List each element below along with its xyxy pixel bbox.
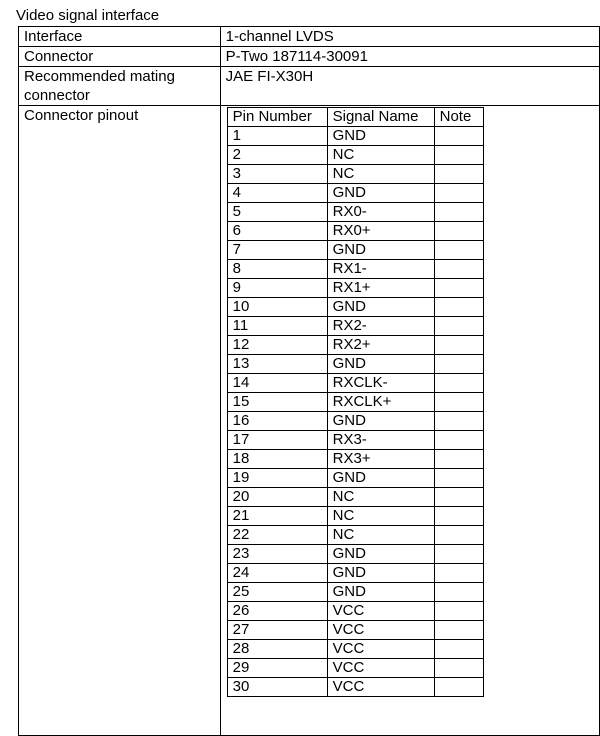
table-row bbox=[227, 526, 483, 545]
signal-name-cell: GND bbox=[327, 241, 434, 260]
spec-label: Interface bbox=[19, 27, 221, 47]
note-cell bbox=[434, 488, 483, 507]
signal-name-cell: VCC bbox=[327, 640, 434, 659]
note-cell bbox=[434, 298, 483, 317]
signal-name-cell: GND bbox=[327, 127, 434, 146]
table-row bbox=[227, 127, 483, 146]
note-cell bbox=[434, 355, 483, 374]
pin-number-cell: 21 bbox=[227, 507, 327, 526]
table-row bbox=[227, 678, 483, 697]
table-row bbox=[227, 412, 483, 431]
spec-value: 1-channel LVDS bbox=[220, 27, 599, 47]
spec-label: Connector pinout bbox=[19, 106, 221, 736]
pinout-header-row bbox=[227, 108, 483, 127]
pinout-cell bbox=[220, 106, 599, 736]
signal-name-cell: GND bbox=[327, 564, 434, 583]
note-cell bbox=[434, 222, 483, 241]
table-row bbox=[227, 507, 483, 526]
spec-table bbox=[18, 26, 600, 736]
header-pin-number: Pin Number bbox=[227, 108, 327, 127]
signal-name-cell: RX3- bbox=[327, 431, 434, 450]
table-row bbox=[227, 431, 483, 450]
table-row bbox=[227, 260, 483, 279]
pin-number-cell: 29 bbox=[227, 659, 327, 678]
pin-number-cell: 7 bbox=[227, 241, 327, 260]
pin-number-cell: 15 bbox=[227, 393, 327, 412]
table-row bbox=[227, 602, 483, 621]
signal-name-cell: RX2- bbox=[327, 317, 434, 336]
note-cell bbox=[434, 412, 483, 431]
note-cell bbox=[434, 526, 483, 545]
note-cell bbox=[434, 260, 483, 279]
pin-number-cell: 19 bbox=[227, 469, 327, 488]
note-cell bbox=[434, 564, 483, 583]
note-cell bbox=[434, 317, 483, 336]
note-cell bbox=[434, 184, 483, 203]
note-cell bbox=[434, 336, 483, 355]
signal-name-cell: RXCLK+ bbox=[327, 393, 434, 412]
table-row bbox=[227, 374, 483, 393]
pin-number-cell: 22 bbox=[227, 526, 327, 545]
note-cell bbox=[434, 165, 483, 184]
spec-row-interface bbox=[19, 27, 600, 47]
pin-number-cell: 9 bbox=[227, 279, 327, 298]
header-note: Note bbox=[434, 108, 483, 127]
pin-number-cell: 1 bbox=[227, 127, 327, 146]
table-row bbox=[227, 469, 483, 488]
table-row bbox=[227, 488, 483, 507]
pin-number-cell: 2 bbox=[227, 146, 327, 165]
note-cell bbox=[434, 279, 483, 298]
pin-number-cell: 16 bbox=[227, 412, 327, 431]
signal-name-cell: GND bbox=[327, 545, 434, 564]
signal-name-cell: RXCLK- bbox=[327, 374, 434, 393]
signal-name-cell: RX0- bbox=[327, 203, 434, 222]
pin-number-cell: 26 bbox=[227, 602, 327, 621]
pin-number-cell: 20 bbox=[227, 488, 327, 507]
table-row bbox=[227, 184, 483, 203]
note-cell bbox=[434, 203, 483, 222]
pinout-table bbox=[227, 107, 484, 697]
table-row bbox=[227, 222, 483, 241]
spec-row-mating bbox=[19, 67, 600, 106]
signal-name-cell: NC bbox=[327, 526, 434, 545]
pin-number-cell: 8 bbox=[227, 260, 327, 279]
table-row bbox=[227, 203, 483, 222]
pin-number-cell: 5 bbox=[227, 203, 327, 222]
note-cell bbox=[434, 431, 483, 450]
signal-name-cell: VCC bbox=[327, 621, 434, 640]
note-cell bbox=[434, 621, 483, 640]
note-cell bbox=[434, 374, 483, 393]
table-row bbox=[227, 450, 483, 469]
signal-name-cell: RX0+ bbox=[327, 222, 434, 241]
table-row bbox=[227, 564, 483, 583]
spec-row-pinout bbox=[19, 106, 600, 736]
table-row bbox=[227, 640, 483, 659]
table-row bbox=[227, 583, 483, 602]
table-row bbox=[227, 621, 483, 640]
signal-name-cell: NC bbox=[327, 165, 434, 184]
table-row bbox=[227, 241, 483, 260]
signal-name-cell: VCC bbox=[327, 659, 434, 678]
section-title: Video signal interface bbox=[16, 7, 160, 24]
table-row bbox=[227, 336, 483, 355]
signal-name-cell: GND bbox=[327, 469, 434, 488]
pin-number-cell: 12 bbox=[227, 336, 327, 355]
pin-number-cell: 25 bbox=[227, 583, 327, 602]
spec-value: JAE FI-X30H bbox=[220, 67, 599, 106]
spec-value: P-Two 187114-30091 bbox=[220, 47, 599, 67]
note-cell bbox=[434, 507, 483, 526]
note-cell bbox=[434, 640, 483, 659]
note-cell bbox=[434, 583, 483, 602]
pin-number-cell: 17 bbox=[227, 431, 327, 450]
pin-number-cell: 14 bbox=[227, 374, 327, 393]
pin-number-cell: 18 bbox=[227, 450, 327, 469]
signal-name-cell: RX2+ bbox=[327, 336, 434, 355]
table-row bbox=[227, 355, 483, 374]
pin-number-cell: 30 bbox=[227, 678, 327, 697]
table-row bbox=[227, 298, 483, 317]
note-cell bbox=[434, 469, 483, 488]
signal-name-cell: VCC bbox=[327, 678, 434, 697]
pin-number-cell: 10 bbox=[227, 298, 327, 317]
signal-name-cell: NC bbox=[327, 488, 434, 507]
pin-number-cell: 4 bbox=[227, 184, 327, 203]
signal-name-cell: RX1- bbox=[327, 260, 434, 279]
signal-name-cell: GND bbox=[327, 298, 434, 317]
pin-number-cell: 3 bbox=[227, 165, 327, 184]
note-cell bbox=[434, 127, 483, 146]
note-cell bbox=[434, 545, 483, 564]
signal-name-cell: GND bbox=[327, 355, 434, 374]
pin-number-cell: 13 bbox=[227, 355, 327, 374]
note-cell bbox=[434, 146, 483, 165]
signal-name-cell: VCC bbox=[327, 602, 434, 621]
spec-label: Recommended mating connector bbox=[19, 67, 221, 106]
header-signal-name: Signal Name bbox=[327, 108, 434, 127]
note-cell bbox=[434, 659, 483, 678]
table-row bbox=[227, 393, 483, 412]
signal-name-cell: NC bbox=[327, 146, 434, 165]
note-cell bbox=[434, 678, 483, 697]
pin-number-cell: 24 bbox=[227, 564, 327, 583]
table-row bbox=[227, 165, 483, 184]
spec-label: Connector bbox=[19, 47, 221, 67]
table-row bbox=[227, 279, 483, 298]
pin-number-cell: 28 bbox=[227, 640, 327, 659]
pin-number-cell: 23 bbox=[227, 545, 327, 564]
signal-name-cell: GND bbox=[327, 583, 434, 602]
note-cell bbox=[434, 602, 483, 621]
table-row bbox=[227, 659, 483, 678]
pinout-body bbox=[227, 127, 483, 697]
note-cell bbox=[434, 393, 483, 412]
pin-number-cell: 6 bbox=[227, 222, 327, 241]
signal-name-cell: RX1+ bbox=[327, 279, 434, 298]
table-row bbox=[227, 317, 483, 336]
table-row bbox=[227, 146, 483, 165]
signal-name-cell: RX3+ bbox=[327, 450, 434, 469]
signal-name-cell: NC bbox=[327, 507, 434, 526]
signal-name-cell: GND bbox=[327, 412, 434, 431]
pin-number-cell: 11 bbox=[227, 317, 327, 336]
note-cell bbox=[434, 241, 483, 260]
pin-number-cell: 27 bbox=[227, 621, 327, 640]
spec-row-connector bbox=[19, 47, 600, 67]
signal-name-cell: GND bbox=[327, 184, 434, 203]
table-row bbox=[227, 545, 483, 564]
note-cell bbox=[434, 450, 483, 469]
